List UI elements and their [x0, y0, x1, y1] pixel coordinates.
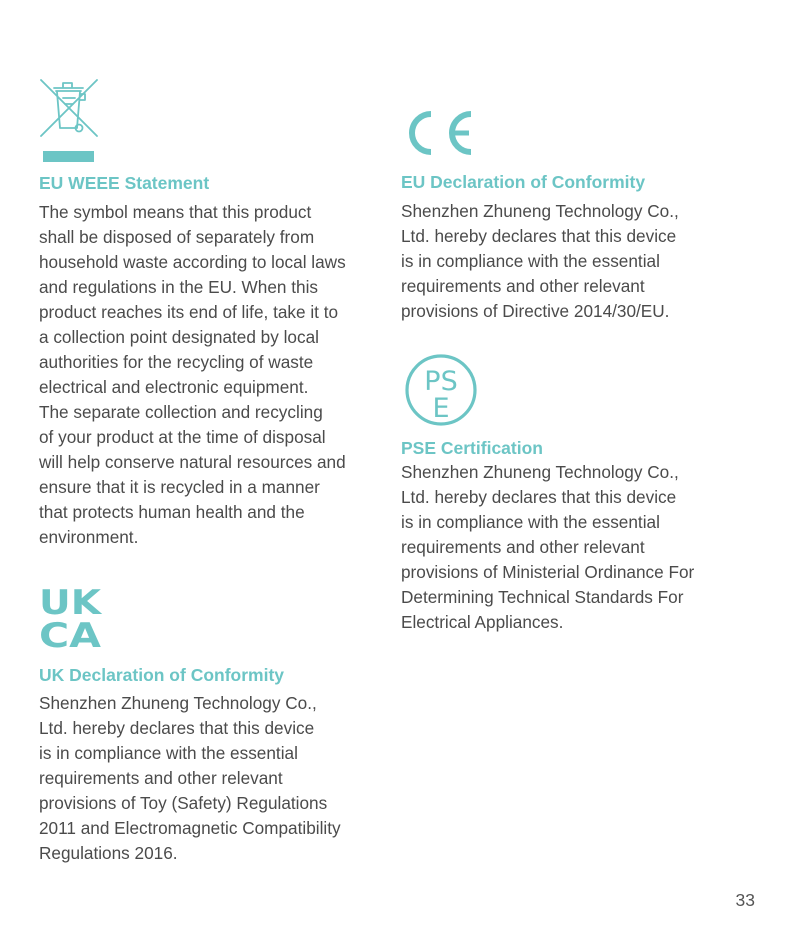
ce-body: [401, 199, 679, 324]
weee-bin-icon: [39, 78, 101, 164]
pse-logo-bottom: E: [432, 393, 450, 424]
ukca-logo-top: UK: [39, 586, 103, 623]
ukca-line: Ltd. hereby declares that this device: [39, 718, 315, 738]
weee-line: that protects human health and the: [39, 502, 305, 522]
weee-title: EU WEEE Statement: [39, 173, 210, 193]
weee-line: shall be disposed of separately from: [39, 227, 315, 247]
weee-line: electrical and electronic equipment.: [39, 377, 309, 397]
ukca-logo-bottom: CA: [39, 616, 102, 650]
ukca-line: 2011 and Electromagnetic Compatibility: [39, 818, 341, 838]
weee-body: [39, 200, 346, 550]
ce-line: Shenzhen Zhuneng Technology Co.,: [401, 201, 679, 221]
page-number: 33: [735, 890, 755, 910]
weee-line: product reaches its end of life, take it to: [39, 302, 339, 322]
ce-line: provisions of Directive 2014/30/EU.: [401, 301, 670, 321]
ukca-line: Shenzhen Zhuneng Technology Co.,: [39, 693, 317, 713]
pse-line: Ltd. hereby declares that this device: [401, 487, 677, 507]
pse-line: Electrical Appliances.: [401, 612, 564, 632]
weee-line: environment.: [39, 527, 139, 547]
pse-line: requirements and other relevant: [401, 537, 645, 557]
pse-mark-icon: [404, 353, 478, 427]
ce-line: is in compliance with the essential: [401, 251, 660, 271]
ce-line: Ltd. hereby declares that this device: [401, 226, 677, 246]
weee-line: and regulations in the EU. When this: [39, 277, 318, 297]
weee-line: authorities for the recycling of waste: [39, 352, 314, 372]
weee-line: of your product at the time of disposal: [39, 427, 326, 447]
ukca-line: is in compliance with the essential: [39, 743, 298, 763]
ce-title: EU Declaration of Conformity: [401, 172, 646, 192]
ukca-line: Regulations 2016.: [39, 843, 178, 863]
pse-logo-top: PS: [424, 366, 458, 397]
ukca-line: requirements and other relevant: [39, 768, 283, 788]
pse-line: is in compliance with the essential: [401, 512, 660, 532]
pse-line: Determining Technical Standards For: [401, 587, 684, 607]
weee-line: The separate collection and recycling: [39, 402, 323, 422]
pse-line: provisions of Ministerial Ordinance For: [401, 562, 695, 582]
ukca-body: [39, 691, 341, 866]
ce-logo-text: CE: [407, 110, 409, 111]
ce-line: requirements and other relevant: [401, 276, 645, 296]
weee-line: household waste according to local laws: [39, 252, 346, 272]
weee-line: a collection point designated by local: [39, 327, 319, 347]
weee-line: ensure that it is recycled in a manner: [39, 477, 320, 497]
weee-line: The symbol means that this product: [39, 202, 312, 222]
weee-line: will help conserve natural resources and: [39, 452, 346, 472]
ukca-line: provisions of Toy (Safety) Regulations: [39, 793, 328, 813]
ce-mark-icon: [407, 110, 475, 156]
ukca-mark-icon: [39, 586, 103, 650]
ukca-title: UK Declaration of Conformity: [39, 665, 285, 685]
pse-title: PSE Certification: [401, 438, 543, 458]
pse-body: [401, 460, 694, 635]
pse-line: Shenzhen Zhuneng Technology Co.,: [401, 462, 679, 482]
